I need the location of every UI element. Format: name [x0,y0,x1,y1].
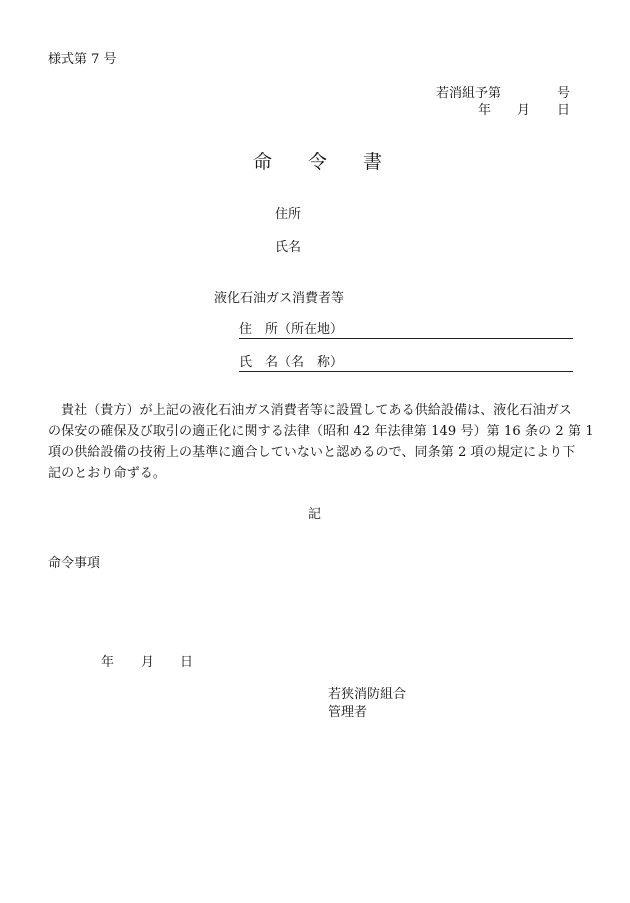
issuer-organization: 若狭消防組合 [328,687,407,702]
ki-heading: 記 [308,507,322,522]
issuer-role: 管理者 [328,705,368,720]
title-char-3: 書 [363,151,383,173]
issue-date-year: 年 [478,103,492,118]
consumer-name-field[interactable] [239,351,573,372]
reference-number-prefix: 若消組予第 [436,86,502,101]
consumer-address-label: 住 所（所在地） [239,322,344,337]
body-line-3: 項の供給設備の技術上の基準に適合していないと認めるので、同条第 2 項の規定により下 [48,445,576,460]
consumer-name-label: 氏 名（名 称） [239,355,344,370]
issue-date-month: 月 [517,103,531,118]
issue-date-day: 日 [557,103,571,118]
consumer-heading: 液化石油ガス消費者等 [214,291,345,306]
title-char-2: 令 [308,151,328,173]
order-items-label: 命令事項 [48,556,101,571]
document-title [253,147,382,174]
body-line-4: 記のとおり命ずる。 [48,466,166,481]
footer-date-month: 月 [141,655,155,670]
consumer-address-field[interactable] [239,318,573,339]
reference-number-suffix: 号 [557,86,571,101]
order-body-paragraph [48,400,594,484]
form-number: 様式第 7 号 [48,52,117,67]
title-char-1: 命 [253,151,273,173]
footer-date-day: 日 [180,655,194,670]
recipient-address-label: 住所 [275,207,302,222]
footer-date-year: 年 [101,655,115,670]
body-line-2: の保安の確保及び取引の適正化に関する法律（昭和 42 年法律第 149 号）第 16 条の 2 第 1 [48,424,594,439]
body-line-1: 貴社（貴方）が上記の液化石油ガス消費者等に設置してある供給設備は、液化石油ガス [61,403,572,418]
recipient-name-label: 氏名 [275,240,302,255]
